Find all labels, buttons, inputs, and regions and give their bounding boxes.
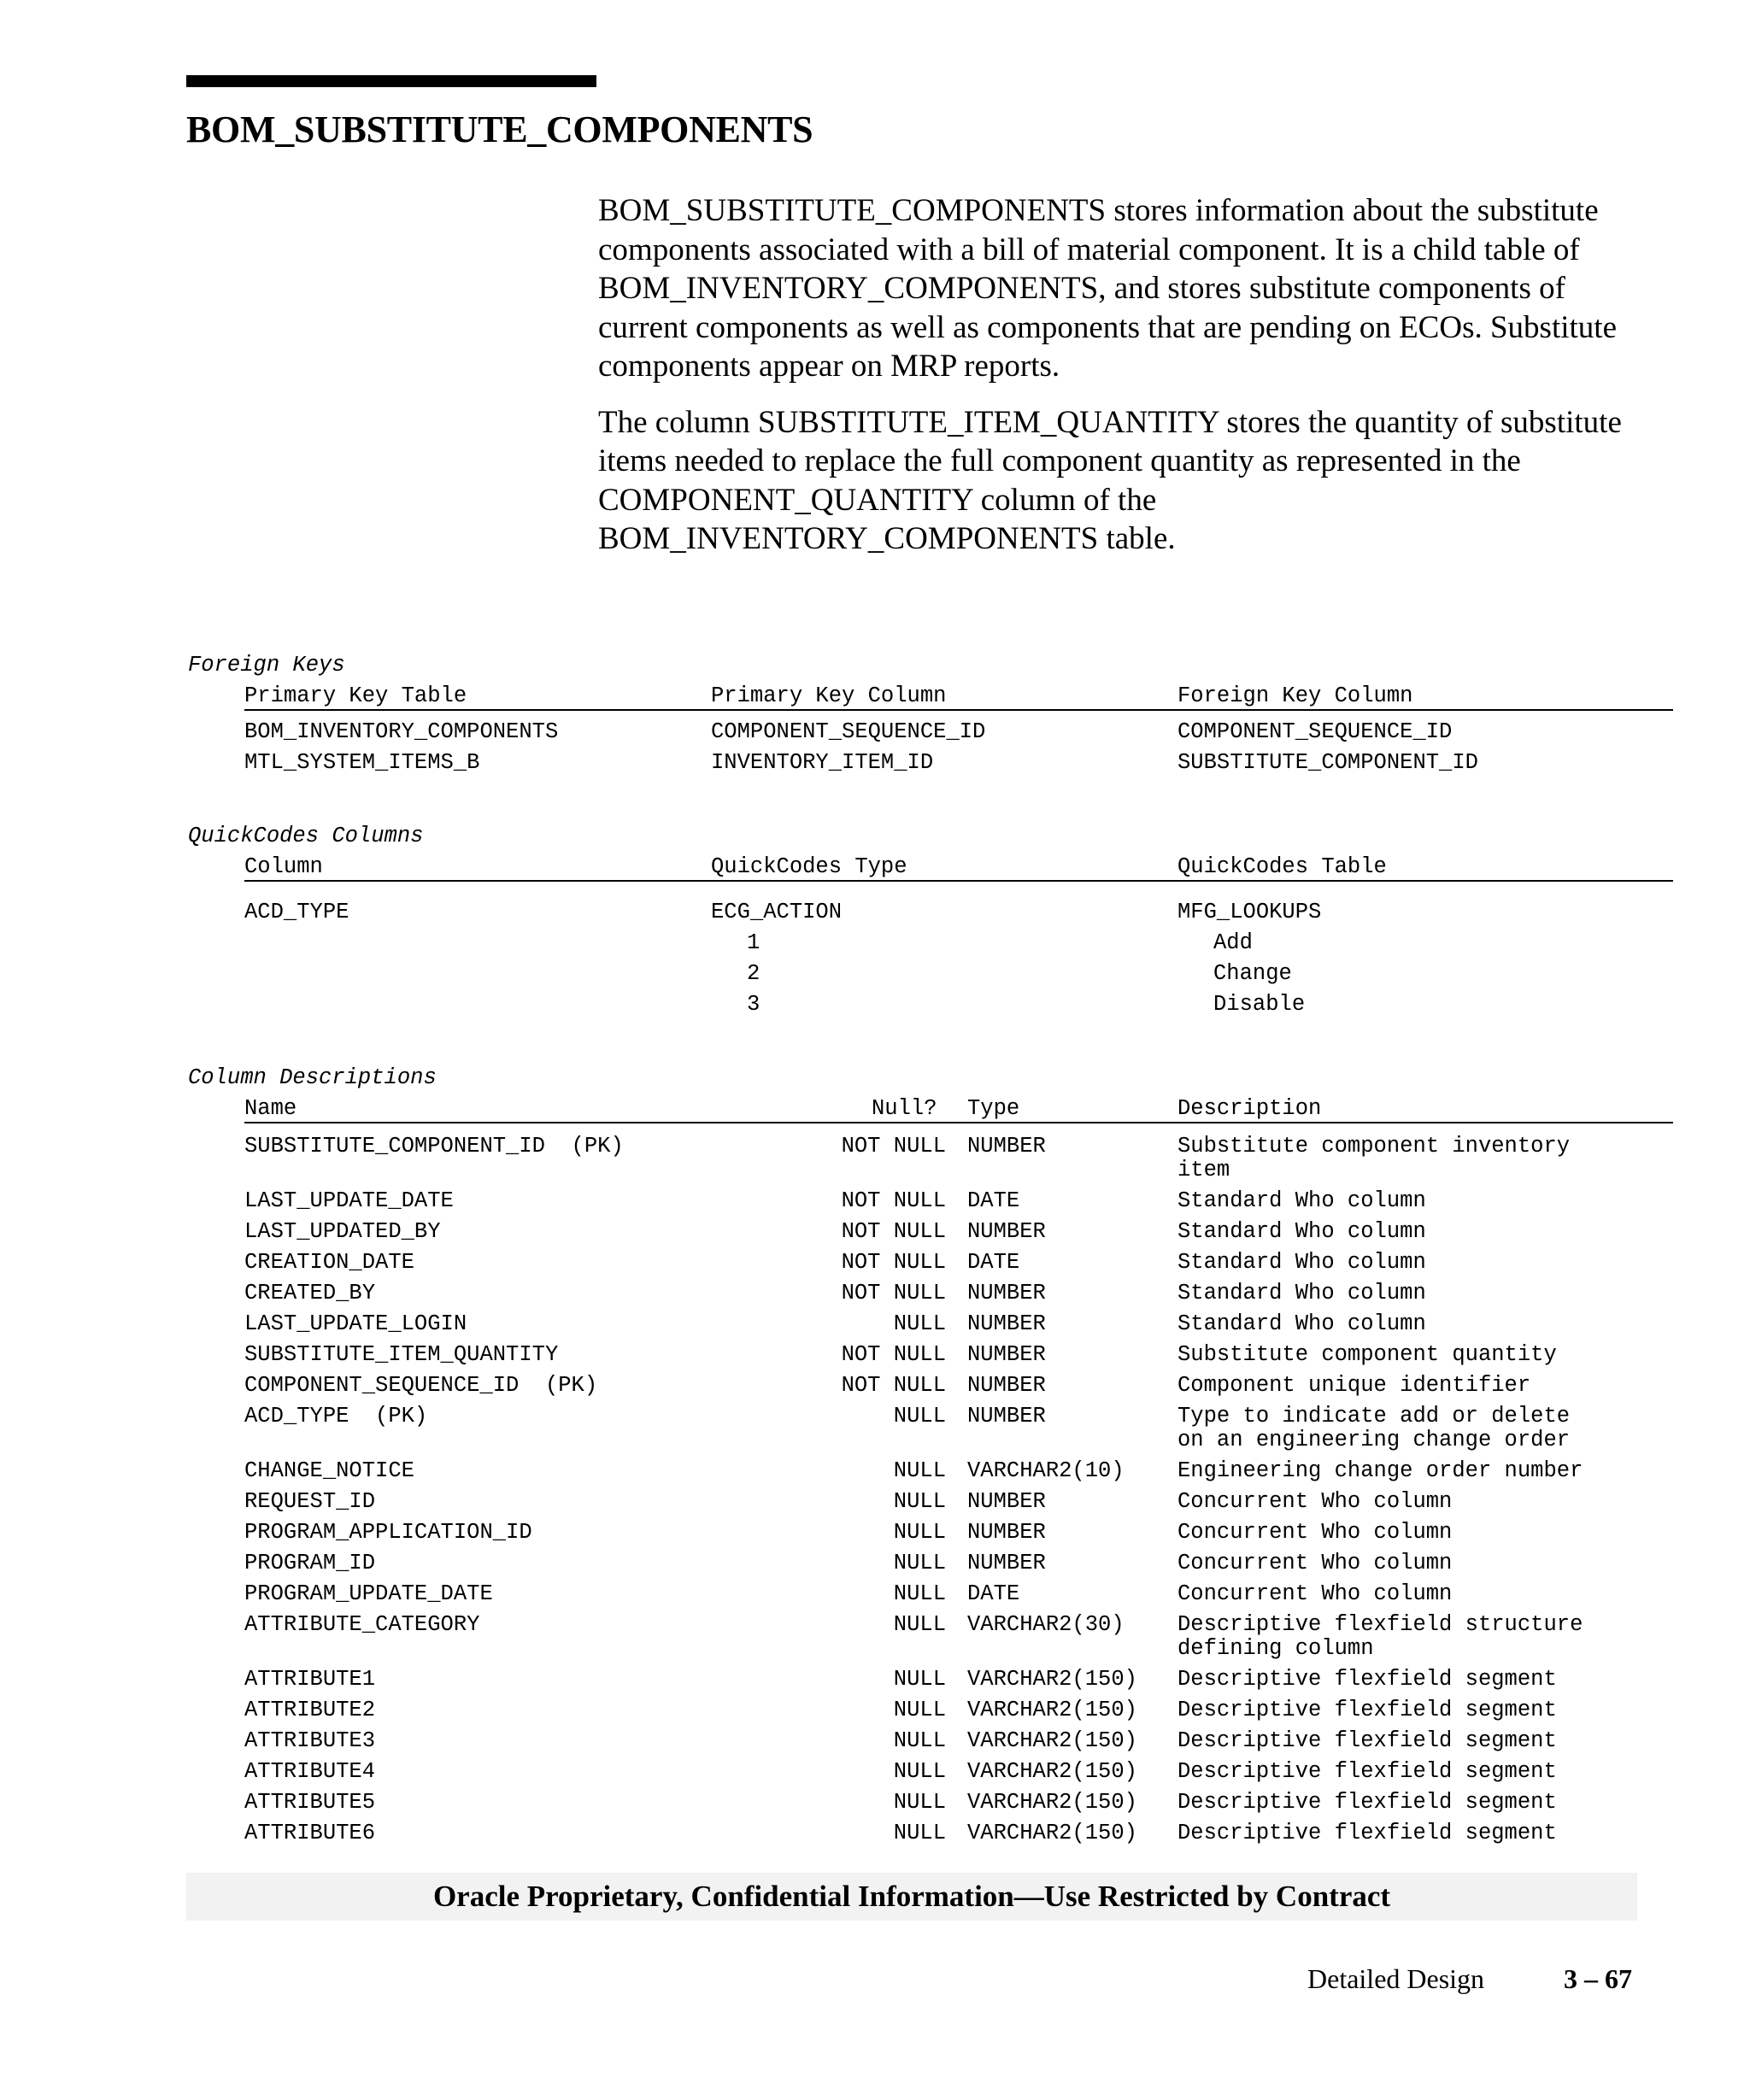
column-name: LAST_UPDATED_BY [244, 1219, 441, 1244]
column-type: VARCHAR2(30) [967, 1612, 1125, 1637]
column-description: Descriptive flexfield segment [1177, 1667, 1557, 1692]
column-name: LAST_UPDATE_DATE [244, 1188, 454, 1213]
quickcode-value: 3 [747, 992, 760, 1017]
column-description: Descriptive flexfield segment [1177, 1790, 1557, 1815]
column-description: Standard Who column [1177, 1219, 1426, 1244]
column-name: CREATION_DATE [244, 1250, 414, 1275]
column-type: VARCHAR2(150) [967, 1667, 1137, 1692]
column-description: Type to indicate add or delete on an engineering change order [1177, 1404, 1571, 1452]
column-null: NULL [893, 1551, 946, 1575]
column-description: Descriptive flexfield segment [1177, 1698, 1557, 1722]
intro-paragraph: BOM_SUBSTITUTE_COMPONENTS stores information about the substitute components associated with a bill of material component. It is a child table of BOM_INVENTORY_COMPONENTS, and stores substitute components of current components as well as components that are pending on ECOs. Substitute components appear on MRP reports. [598, 193, 1617, 384]
qc-header-rule [244, 880, 1673, 882]
column-name: ACD_TYPE (PK) [244, 1404, 428, 1428]
column-null: NULL [893, 1667, 946, 1692]
column-description: Substitute component quantity [1177, 1342, 1557, 1367]
qc-header-column: Column [244, 854, 323, 879]
cd-header-type: Type [967, 1096, 1020, 1121]
column-null: NOT NULL [841, 1219, 946, 1244]
column-name: ATTRIBUTE1 [244, 1667, 376, 1692]
column-description: Concurrent Who column [1177, 1520, 1453, 1545]
table-cell: ACD_TYPE [244, 900, 349, 924]
column-name: ATTRIBUTE_CATEGORY [244, 1612, 480, 1637]
column-description: Component unique identifier [1177, 1373, 1531, 1398]
table-cell: COMPONENT_SEQUENCE_ID [1177, 719, 1453, 744]
column-type: NUMBER [967, 1281, 1046, 1305]
column-description: Descriptive flexfield segment [1177, 1759, 1557, 1784]
title-rule [186, 75, 596, 87]
column-name: ATTRIBUTE3 [244, 1728, 376, 1753]
column-name: CREATED_BY [244, 1281, 376, 1305]
quickcode-meaning: Add [1213, 930, 1253, 955]
cd-header-rule [244, 1122, 1673, 1123]
cd-header-null: Null? [872, 1096, 937, 1121]
qc-header-table: QuickCodes Table [1177, 854, 1387, 879]
table-cell: MFG_LOOKUPS [1177, 900, 1322, 924]
qc-header-type: QuickCodes Type [711, 854, 907, 879]
intro-text [598, 191, 1624, 576]
column-type: DATE [967, 1250, 1020, 1275]
column-description: Concurrent Who column [1177, 1581, 1453, 1606]
column-type: NUMBER [967, 1551, 1046, 1575]
column-null: NULL [893, 1821, 946, 1845]
confidential-notice: Oracle Proprietary, Confidential Information––Use Restricted by Contract [432, 1880, 1391, 1913]
column-name: ATTRIBUTE5 [244, 1790, 376, 1815]
intro-paragraph: The column SUBSTITUTE_ITEM_QUANTITY stores the quantity of substitute items needed to replace the full component quantity as represented in the COMPONENT_QUANTITY column of the BOM_INVENTORY_COMPONENTS table. [598, 404, 1622, 556]
column-type: NUMBER [967, 1134, 1046, 1159]
column-description: Engineering change order number [1177, 1458, 1583, 1483]
column-null: NULL [893, 1311, 946, 1336]
column-description: Descriptive flexfield segment [1177, 1821, 1557, 1845]
column-type: VARCHAR2(150) [967, 1728, 1137, 1753]
column-null: NULL [893, 1581, 946, 1606]
column-type: NUMBER [967, 1373, 1046, 1398]
page-title: BOM_SUBSTITUTE_COMPONENTS [186, 109, 813, 150]
column-type: VARCHAR2(150) [967, 1821, 1137, 1845]
column-name: ATTRIBUTE6 [244, 1821, 376, 1845]
column-null: NULL [893, 1612, 946, 1637]
table-cell: BOM_INVENTORY_COMPONENTS [244, 719, 559, 744]
column-name: REQUEST_ID [244, 1489, 376, 1514]
column-description: Concurrent Who column [1177, 1489, 1453, 1514]
table-cell: ECG_ACTION [711, 900, 843, 924]
column-name: PROGRAM_UPDATE_DATE [244, 1581, 493, 1606]
column-type: DATE [967, 1188, 1020, 1213]
table-cell: SUBSTITUTE_COMPONENT_ID [1177, 750, 1478, 775]
column-name: PROGRAM_APPLICATION_ID [244, 1520, 532, 1545]
column-name: LAST_UPDATE_LOGIN [244, 1311, 467, 1336]
column-type: NUMBER [967, 1489, 1046, 1514]
footer-page-number: 3 – 67 [1564, 1963, 1632, 1994]
quickcode-value: 1 [747, 930, 760, 955]
column-null: NOT NULL [841, 1373, 946, 1398]
column-description: Descriptive flexfield segment [1177, 1728, 1557, 1753]
cd-header-description: Description [1177, 1096, 1322, 1121]
fk-header-rule [244, 709, 1673, 711]
column-description: Standard Who column [1177, 1281, 1426, 1305]
column-null: NOT NULL [841, 1342, 946, 1367]
column-type: NUMBER [967, 1404, 1046, 1428]
column-type: VARCHAR2(10) [967, 1458, 1125, 1483]
column-null: NULL [893, 1790, 946, 1815]
column-description: Substitute component inventory item [1177, 1134, 1571, 1182]
fk-header-primary-table: Primary Key Table [244, 683, 467, 708]
column-type: VARCHAR2(150) [967, 1790, 1137, 1815]
column-type: NUMBER [967, 1311, 1046, 1336]
table-cell: MTL_SYSTEM_ITEMS_B [244, 750, 480, 775]
column-null: NULL [893, 1458, 946, 1483]
column-type: NUMBER [967, 1342, 1046, 1367]
fk-header-primary-column: Primary Key Column [711, 683, 947, 708]
quickcode-meaning: Change [1213, 961, 1292, 986]
quickcode-value: 2 [747, 961, 760, 986]
column-type: NUMBER [967, 1520, 1046, 1545]
column-name: COMPONENT_SEQUENCE_ID (PK) [244, 1373, 598, 1398]
column-null: NOT NULL [841, 1250, 946, 1275]
column-description: Concurrent Who column [1177, 1551, 1453, 1575]
column-null: NULL [893, 1728, 946, 1753]
column-descriptions-label: Column Descriptions [188, 1065, 437, 1090]
cd-header-name: Name [244, 1096, 297, 1121]
column-null: NULL [893, 1759, 946, 1784]
quickcode-meaning: Disable [1213, 992, 1306, 1017]
fk-header-foreign-column: Foreign Key Column [1177, 683, 1413, 708]
table-cell: COMPONENT_SEQUENCE_ID [711, 719, 986, 744]
column-description: Standard Who column [1177, 1311, 1426, 1336]
foreign-keys-label: Foreign Keys [188, 653, 345, 678]
column-description: Standard Who column [1177, 1250, 1426, 1275]
column-null: NOT NULL [841, 1134, 946, 1159]
column-null: NOT NULL [841, 1281, 946, 1305]
column-description: Descriptive flexfield structure defining column [1177, 1612, 1583, 1661]
column-type: DATE [967, 1581, 1020, 1606]
column-type: VARCHAR2(150) [967, 1698, 1137, 1722]
column-name: ATTRIBUTE2 [244, 1698, 376, 1722]
quickcodes-label: QuickCodes Columns [188, 824, 424, 848]
column-null: NULL [893, 1520, 946, 1545]
column-null: NULL [893, 1489, 946, 1514]
column-null: NULL [893, 1698, 946, 1722]
column-type: VARCHAR2(150) [967, 1759, 1137, 1784]
column-type: NUMBER [967, 1219, 1046, 1244]
column-description: Standard Who column [1177, 1188, 1426, 1213]
column-name: PROGRAM_ID [244, 1551, 376, 1575]
column-name: CHANGE_NOTICE [244, 1458, 414, 1483]
column-null: NULL [893, 1404, 946, 1428]
table-cell: INVENTORY_ITEM_ID [711, 750, 934, 775]
footer-section-name: Detailed Design [1307, 1963, 1485, 1994]
column-null: NOT NULL [841, 1188, 946, 1213]
column-name: ATTRIBUTE4 [244, 1759, 376, 1784]
column-name: SUBSTITUTE_COMPONENT_ID (PK) [244, 1134, 624, 1159]
column-name: SUBSTITUTE_ITEM_QUANTITY [244, 1342, 559, 1367]
